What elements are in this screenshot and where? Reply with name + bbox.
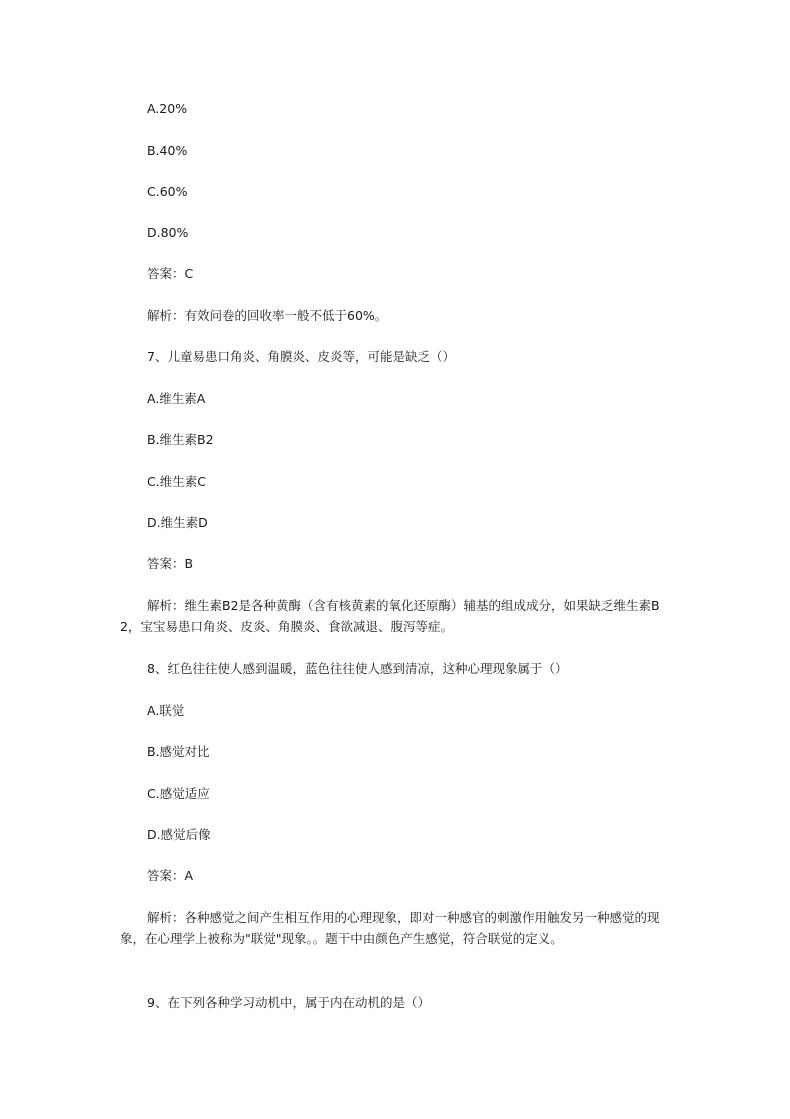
- q6-option-b: B.40%: [147, 143, 188, 158]
- q8-question: 8、红色往往使人感到温暖，蓝色往往使人感到清凉，这种心理现象属于（）: [147, 661, 568, 676]
- q8-option-b: B.感觉对比: [147, 744, 210, 759]
- q7-option-a: A.维生素A: [147, 391, 206, 406]
- q6-analysis: 解析：有效问卷的回收率一般不低于60%。: [147, 308, 388, 323]
- q9-question: 9、在下列各种学习动机中，属于内在动机的是（）: [147, 995, 430, 1010]
- q6-answer: 答案：C: [147, 266, 194, 281]
- q7-answer: 答案：B: [147, 556, 194, 571]
- q7-option-b: B.维生素B2: [147, 432, 214, 447]
- q8-option-c: C.感觉适应: [147, 786, 210, 801]
- q8-answer: 答案：A: [147, 868, 194, 883]
- q6-option-c: C.60%: [147, 184, 188, 199]
- q7-analysis: 解析：维生素B2是各种黄酶（含有核黄素的氧化还原酶）辅基的组成成分，如果缺乏维生素B2，宝宝易患口角炎、皮炎、角膜炎、食欲减退、腹泻等症。: [120, 598, 660, 634]
- q7-option-c: C.维生素C: [147, 474, 206, 489]
- q6-option-d: D.80%: [147, 225, 189, 240]
- q8-option-a: A.联觉: [147, 703, 185, 718]
- q8-option-d: D.感觉后像: [147, 827, 211, 842]
- q6-option-a: A.20%: [147, 101, 188, 116]
- q7-option-d: D.维生素D: [147, 515, 208, 530]
- q8-analysis: 解析：各种感觉之间产生相互作用的心理现象，即对一种感官的刺激作用触发另一种感觉的现象，在心理学上被称为"联觉"现象。。题干中由颜色产生感觉，符合联觉的定义。: [120, 910, 660, 946]
- q7-question: 7、儿童易患口角炎、角膜炎、皮炎等，可能是缺乏（）: [147, 349, 455, 364]
